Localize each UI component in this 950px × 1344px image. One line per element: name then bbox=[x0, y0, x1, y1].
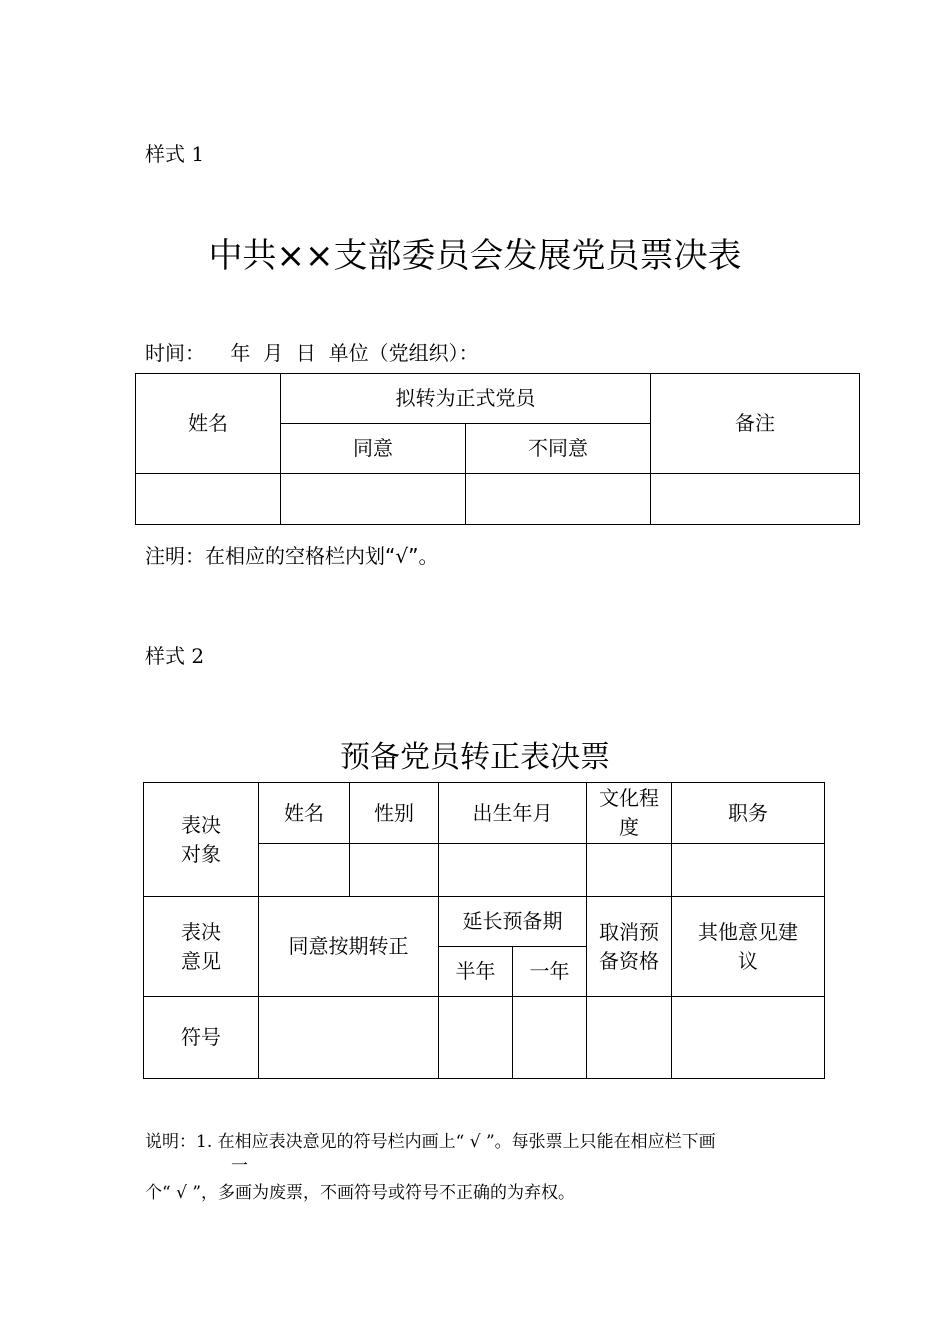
cancel-symbol-cell[interactable] bbox=[587, 997, 672, 1079]
position-cell[interactable] bbox=[672, 844, 825, 897]
style1-meta-line: 时间： 年 月 日 单位（党组织）： bbox=[145, 341, 479, 365]
symbol-header: 符号 bbox=[144, 997, 259, 1079]
style2-label: 样式 2 bbox=[145, 644, 205, 668]
education-line2: 度 bbox=[619, 815, 639, 839]
style2-note-wrap: 一 bbox=[231, 1156, 248, 1176]
remark-header: 备注 bbox=[651, 374, 860, 474]
vote-target-line1: 表决 bbox=[181, 812, 221, 837]
agree-on-time-header: 同意按期转正 bbox=[259, 897, 439, 997]
style1-note: 注明：在相应的空格栏内划“√”。 bbox=[145, 544, 439, 568]
proposed-member-header: 拟转为正式党员 bbox=[281, 374, 651, 424]
other-symbol-cell[interactable] bbox=[672, 997, 825, 1079]
name-cell[interactable] bbox=[136, 474, 281, 525]
other-opinion-header bbox=[672, 897, 825, 997]
education-cell[interactable] bbox=[587, 844, 672, 897]
education-line1: 文化程 bbox=[599, 786, 659, 810]
one-year-header: 一年 bbox=[513, 947, 587, 997]
disagree-header: 不同意 bbox=[466, 424, 651, 474]
gender-cell[interactable] bbox=[350, 844, 439, 897]
agree-cell[interactable] bbox=[281, 474, 466, 525]
gender-header: 性别 bbox=[350, 783, 439, 844]
half-year-header: 半年 bbox=[439, 947, 513, 997]
style2-note-line2: 个“ √ ”，多画为废票，不画符号或符号不正确的为弃权。 bbox=[145, 1183, 576, 1203]
other-line2: 议 bbox=[738, 948, 758, 973]
agree-on-time-symbol-cell[interactable] bbox=[259, 997, 439, 1079]
vote-opinion-line2: 意见 bbox=[181, 948, 221, 973]
vote-table-2 bbox=[143, 782, 825, 1079]
disagree-cell[interactable] bbox=[466, 474, 651, 525]
style1-title: 中共××支部委员会发展党员票决表 bbox=[208, 236, 742, 276]
style2-note-line1: 说明：1. 在相应表决意见的符号栏内画上“ √ ”。每张票上只能在相应栏下画 bbox=[145, 1132, 716, 1152]
extend-probation-header: 延长预备期 bbox=[439, 897, 587, 947]
remark-cell[interactable] bbox=[651, 474, 860, 525]
name-header: 姓名 bbox=[136, 374, 281, 474]
birth-cell[interactable] bbox=[439, 844, 587, 897]
cancel-line2: 备资格 bbox=[599, 948, 659, 973]
agree-header: 同意 bbox=[281, 424, 466, 474]
vote-opinion-header bbox=[144, 897, 259, 997]
name-header: 姓名 bbox=[259, 783, 350, 844]
name-cell[interactable] bbox=[259, 844, 350, 897]
cancel-line1: 取消预 bbox=[599, 919, 659, 944]
education-header bbox=[587, 783, 672, 844]
position-header: 职务 bbox=[672, 783, 825, 844]
cancel-probation-header bbox=[587, 897, 672, 997]
one-year-symbol-cell[interactable] bbox=[513, 997, 587, 1079]
vote-target-line2: 对象 bbox=[181, 841, 221, 866]
birth-header: 出生年月 bbox=[439, 783, 587, 844]
other-line1: 其他意见建 bbox=[698, 919, 798, 944]
style1-label: 样式 1 bbox=[145, 142, 205, 166]
vote-target-header bbox=[144, 783, 259, 897]
vote-table-1 bbox=[135, 373, 860, 525]
vote-opinion-line1: 表决 bbox=[181, 919, 221, 944]
half-year-symbol-cell[interactable] bbox=[439, 997, 513, 1079]
style2-title: 预备党员转正表决票 bbox=[340, 740, 610, 775]
